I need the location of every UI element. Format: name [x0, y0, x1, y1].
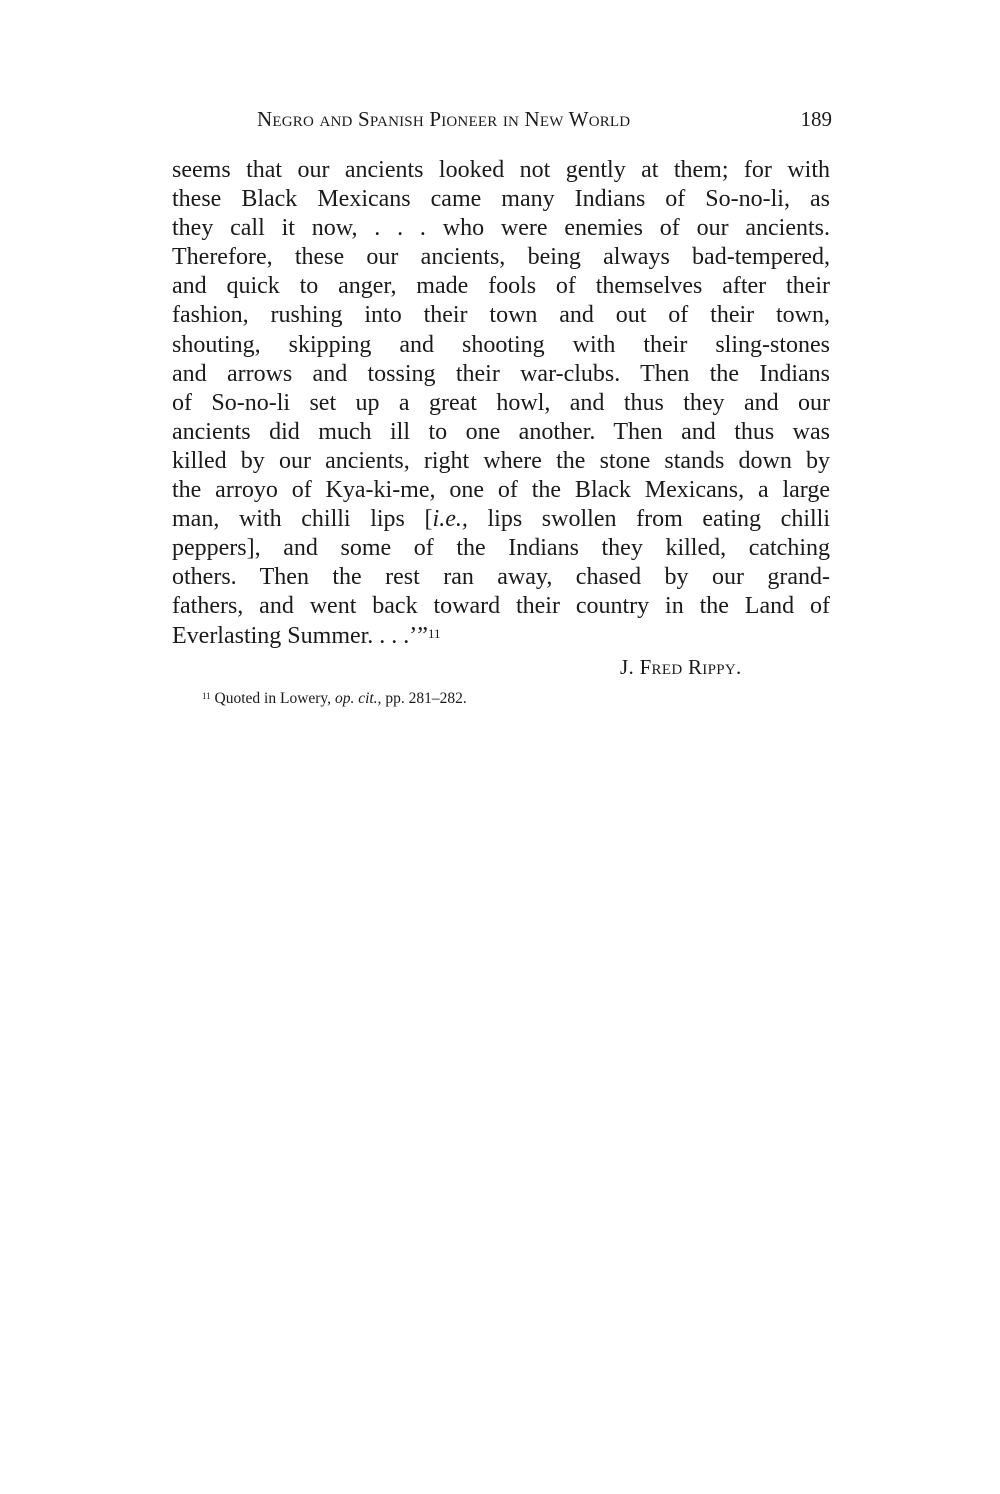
- text-line: they call it now, . . . who were enemies of our ancients.: [172, 215, 830, 242]
- text-segment: man, with chilli lips [: [172, 506, 433, 533]
- footnote-prefix: Quoted in Lowery,: [210, 690, 335, 707]
- footnote: [202, 690, 467, 708]
- text-line: seems that our ancients looked not gently at them; for with: [172, 157, 830, 183]
- italic-abbreviation: i.e.,: [432, 506, 468, 533]
- footnote-reference: 11: [427, 625, 441, 641]
- text-line: Therefore, these our ancients, being always bad-tempered,: [172, 244, 830, 271]
- text-line: peppers], and some of the Indians they killed, catching: [172, 535, 830, 562]
- text-line-with-italic: [172, 505, 830, 534]
- text-line: and arrows and tossing their war-clubs. Then the Indians: [172, 360, 830, 387]
- running-head: [172, 107, 832, 137]
- page-number: 189: [800, 107, 832, 131]
- body-text: [172, 156, 830, 651]
- text-line: fashion, rushing into their town and out of their town,: [172, 302, 830, 329]
- text-line: and quick to anger, made fools of themselves after their: [172, 273, 830, 300]
- text-line-last: [172, 622, 830, 651]
- text-segment: Everlasting Summer. . . .’”: [172, 622, 428, 649]
- text-segment: lips swollen from eating chilli: [467, 506, 830, 533]
- text-line: others. Then the rest ran away, chased by our grand-: [172, 564, 830, 591]
- footnote-suffix: pp. 281–282.: [381, 690, 467, 707]
- text-line: killed by our ancients, right where the stone stands down by: [172, 447, 830, 474]
- text-line: shouting, skipping and shooting with their sling-stones: [172, 331, 830, 358]
- author-signature: J. Fred Rippy.: [620, 655, 742, 679]
- text-line: fathers, and went back toward their country in the Land of: [172, 593, 830, 620]
- text-line: these Black Mexicans came many Indians of So-no-li, as: [172, 186, 830, 213]
- footnote-italic: op. cit.,: [334, 690, 382, 707]
- text-line: ancients did much ill to one another. Then and thus was: [172, 418, 830, 445]
- running-title: Negro and Spanish Pioneer in New World: [257, 107, 631, 131]
- text-line: the arroyo of Kya-ki-me, one of the Black Mexicans, a large: [172, 477, 830, 504]
- text-line: of So-no-li set up a great howl, and thus they and our: [172, 389, 830, 416]
- footnote-number: 11: [202, 691, 211, 701]
